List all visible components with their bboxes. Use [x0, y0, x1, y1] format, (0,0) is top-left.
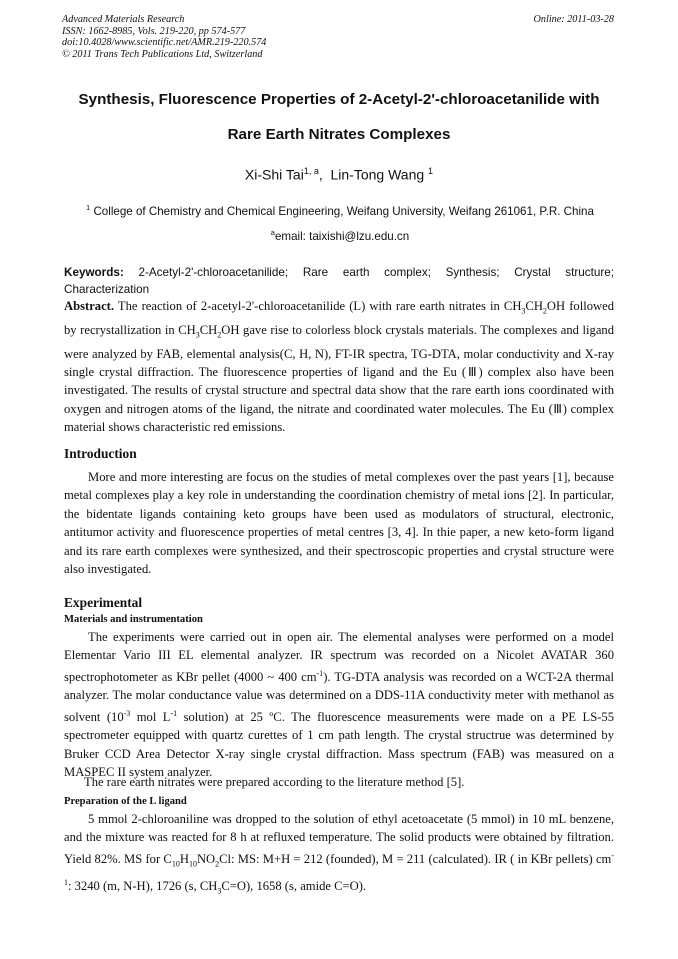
introduction-paragraph: More and more interesting are focus on the studies of metal complexes over the past years [1], because metal complexes play a key role in understanding the coordination chemistry of metal ions [2]. In particular, the bidentate ligands containing keto groups have been used as modulators of structural, electronic, antitumor activity and fluorescence properties of metal centres [3, 4]. In thie paper, a new keto-form ligand and its rare earth complexes were synthesized, and their spectroscopic properties and crystal structure were also investigated. — [64, 470, 614, 577]
author-list — [40, 166, 638, 183]
paragraph-text: NO — [196, 852, 216, 866]
paragraph-text: : 3240 (m, N-H), 1726 (s, CH — [68, 879, 218, 894]
running-header — [62, 14, 266, 60]
email-mark: a — [270, 228, 275, 237]
author-separator: , — [318, 166, 323, 183]
subscript: 10 — [171, 859, 180, 869]
subscript: 10 — [188, 859, 197, 869]
paragraph-text: ). TG-DTA analysis was recorded on a WCT-2A thermal analyzer. The molar conductance value was determined on a DDS-11A conductivity meter with methanol as solvent (10 — [64, 670, 614, 724]
subsection-heading-materials: Materials and instrumentation — [64, 614, 203, 625]
affiliation-mark: 1 — [86, 203, 91, 212]
paragraph-text: C=O), 1658 (s, amide C=O). — [221, 879, 367, 894]
superscript: -3 — [123, 708, 131, 718]
author-affiliation-mark: 1, a — [303, 166, 319, 176]
affiliation — [64, 203, 616, 218]
subscript: 2 — [217, 330, 222, 340]
email-text: email: taixishi@lzu.edu.cn — [274, 229, 410, 243]
paragraph-text: H — [179, 852, 189, 866]
paragraph-text: Cl: MS: M+H = 212 (founded), M = 211 (calculated). IR ( in KBr pellets) cm — [219, 852, 612, 866]
subscript: 3 — [217, 886, 222, 896]
abstract-text: The reaction of 2-acetyl-2'-chloroacetanilide (L) with rare earth nitrates in CH — [117, 299, 522, 313]
subscript: 3 — [521, 306, 526, 316]
subscript: 2 — [542, 306, 547, 316]
author-name: Xi-Shi Tai — [244, 166, 304, 183]
issn-line: ISSN: 1662-8985, Vols. 219-220, pp 574-577 — [62, 25, 246, 37]
keywords — [64, 264, 614, 298]
section-heading-introduction: Introduction — [64, 446, 137, 461]
online-date: Online: 2011-03-28 — [533, 14, 614, 25]
subscript: 2 — [215, 859, 220, 869]
keywords-label: Keywords: — [64, 266, 124, 279]
author-affiliation-mark: 1 — [428, 166, 434, 176]
keywords-text: 2-Acetyl-2'-chloroacetanilide; Rare earth complex; Synthesis; Crystal structure; Characterization — [64, 266, 614, 296]
materials-paragraph — [64, 628, 614, 782]
contact-email — [64, 228, 616, 243]
subscript: 3 — [195, 330, 200, 340]
subsection-heading-preparation: Preparation of the L ligand — [64, 796, 187, 807]
paragraph-text: mol L — [130, 710, 171, 724]
paper-title-line-2: Rare Earth Nitrates Complexes — [227, 126, 451, 143]
paragraph-text: 5 mmol 2-chloroaniline was dropped to the solution of ethyl acetoacetate (5 mmol) in 10 mL benzene, and the mixture was reacted for 8 h at refluxed temperature. The solid products were obtained by filtration. Yield 82%. MS for C — [64, 812, 614, 866]
doi-line: doi:10.4028/www.scientific.net/AMR.219-220.574 — [62, 37, 267, 48]
rare-earth-paragraph: The rare earth nitrates were prepared according to the literature method [5]. — [84, 775, 465, 789]
paragraph-text: The experiments were carried out in open air. The elemental analyses were performed on a model Elementar Vario III EL elemental analyzer. IR spectrum was recorded on a Nicolet AVATAR 360 spectrophotometer as KBr pellet (4000 ~ 400 cm — [64, 630, 614, 684]
superscript: -1 — [170, 708, 178, 718]
abstract-text: CH — [525, 299, 543, 313]
abstract — [64, 297, 614, 436]
journal-name: Advanced Materials Research — [62, 14, 185, 25]
abstract-text: OH gave rise to colorless block crystals materials. The complexes and ligand were analyzed by FAB, elemental analysis(C, H, N), FT-IR spectra, TG-DTA, molar conductivity and X-ray single crystal diffraction. The fluorescence properties of ligand and the Eu (Ⅲ) complex also have been investigated. The results of crystal structure and spectral data show that the rare earth ions coordinated with oxygen and nitrogen atoms of the ligand, the nitrate and coordinated water molecules. The Eu (Ⅲ) complex material shows characteristic red emissions. — [64, 322, 615, 434]
superscript: -1 — [316, 668, 324, 678]
abstract-text: CH — [199, 322, 218, 337]
copyright-line: © 2011 Trans Tech Publications Ltd, Switzerland — [62, 48, 263, 60]
paragraph-text: solution) at 25 ºC. The fluorescence measurements were made on a PE LS-55 spectrometer equipped with quartz curettes of 1 cm path length. The crystal structrue was determined by Bruker CCD Area Detector X-ray single crystal diffraction. Mass spectrum (FAB) was measured on a MASPEC II system analyzer. — [64, 710, 614, 780]
abstract-label: Abstract. — [64, 299, 115, 313]
affiliation-text: College of Chemistry and Chemical Engineering, Weifang University, Weifang 261061, P.R. China — [93, 204, 594, 218]
superscript: -1 — [64, 850, 614, 887]
paper-title-line-1: Synthesis, Fluorescence Properties of 2-Acetyl-2'-chloroacetanilide with — [78, 91, 600, 108]
preparation-paragraph — [64, 810, 614, 901]
author-name: Lin-Tong Wang — [330, 166, 425, 183]
section-heading-experimental: Experimental — [64, 595, 143, 610]
abstract-text: OH followed by recrystallization in CH — [64, 299, 614, 337]
